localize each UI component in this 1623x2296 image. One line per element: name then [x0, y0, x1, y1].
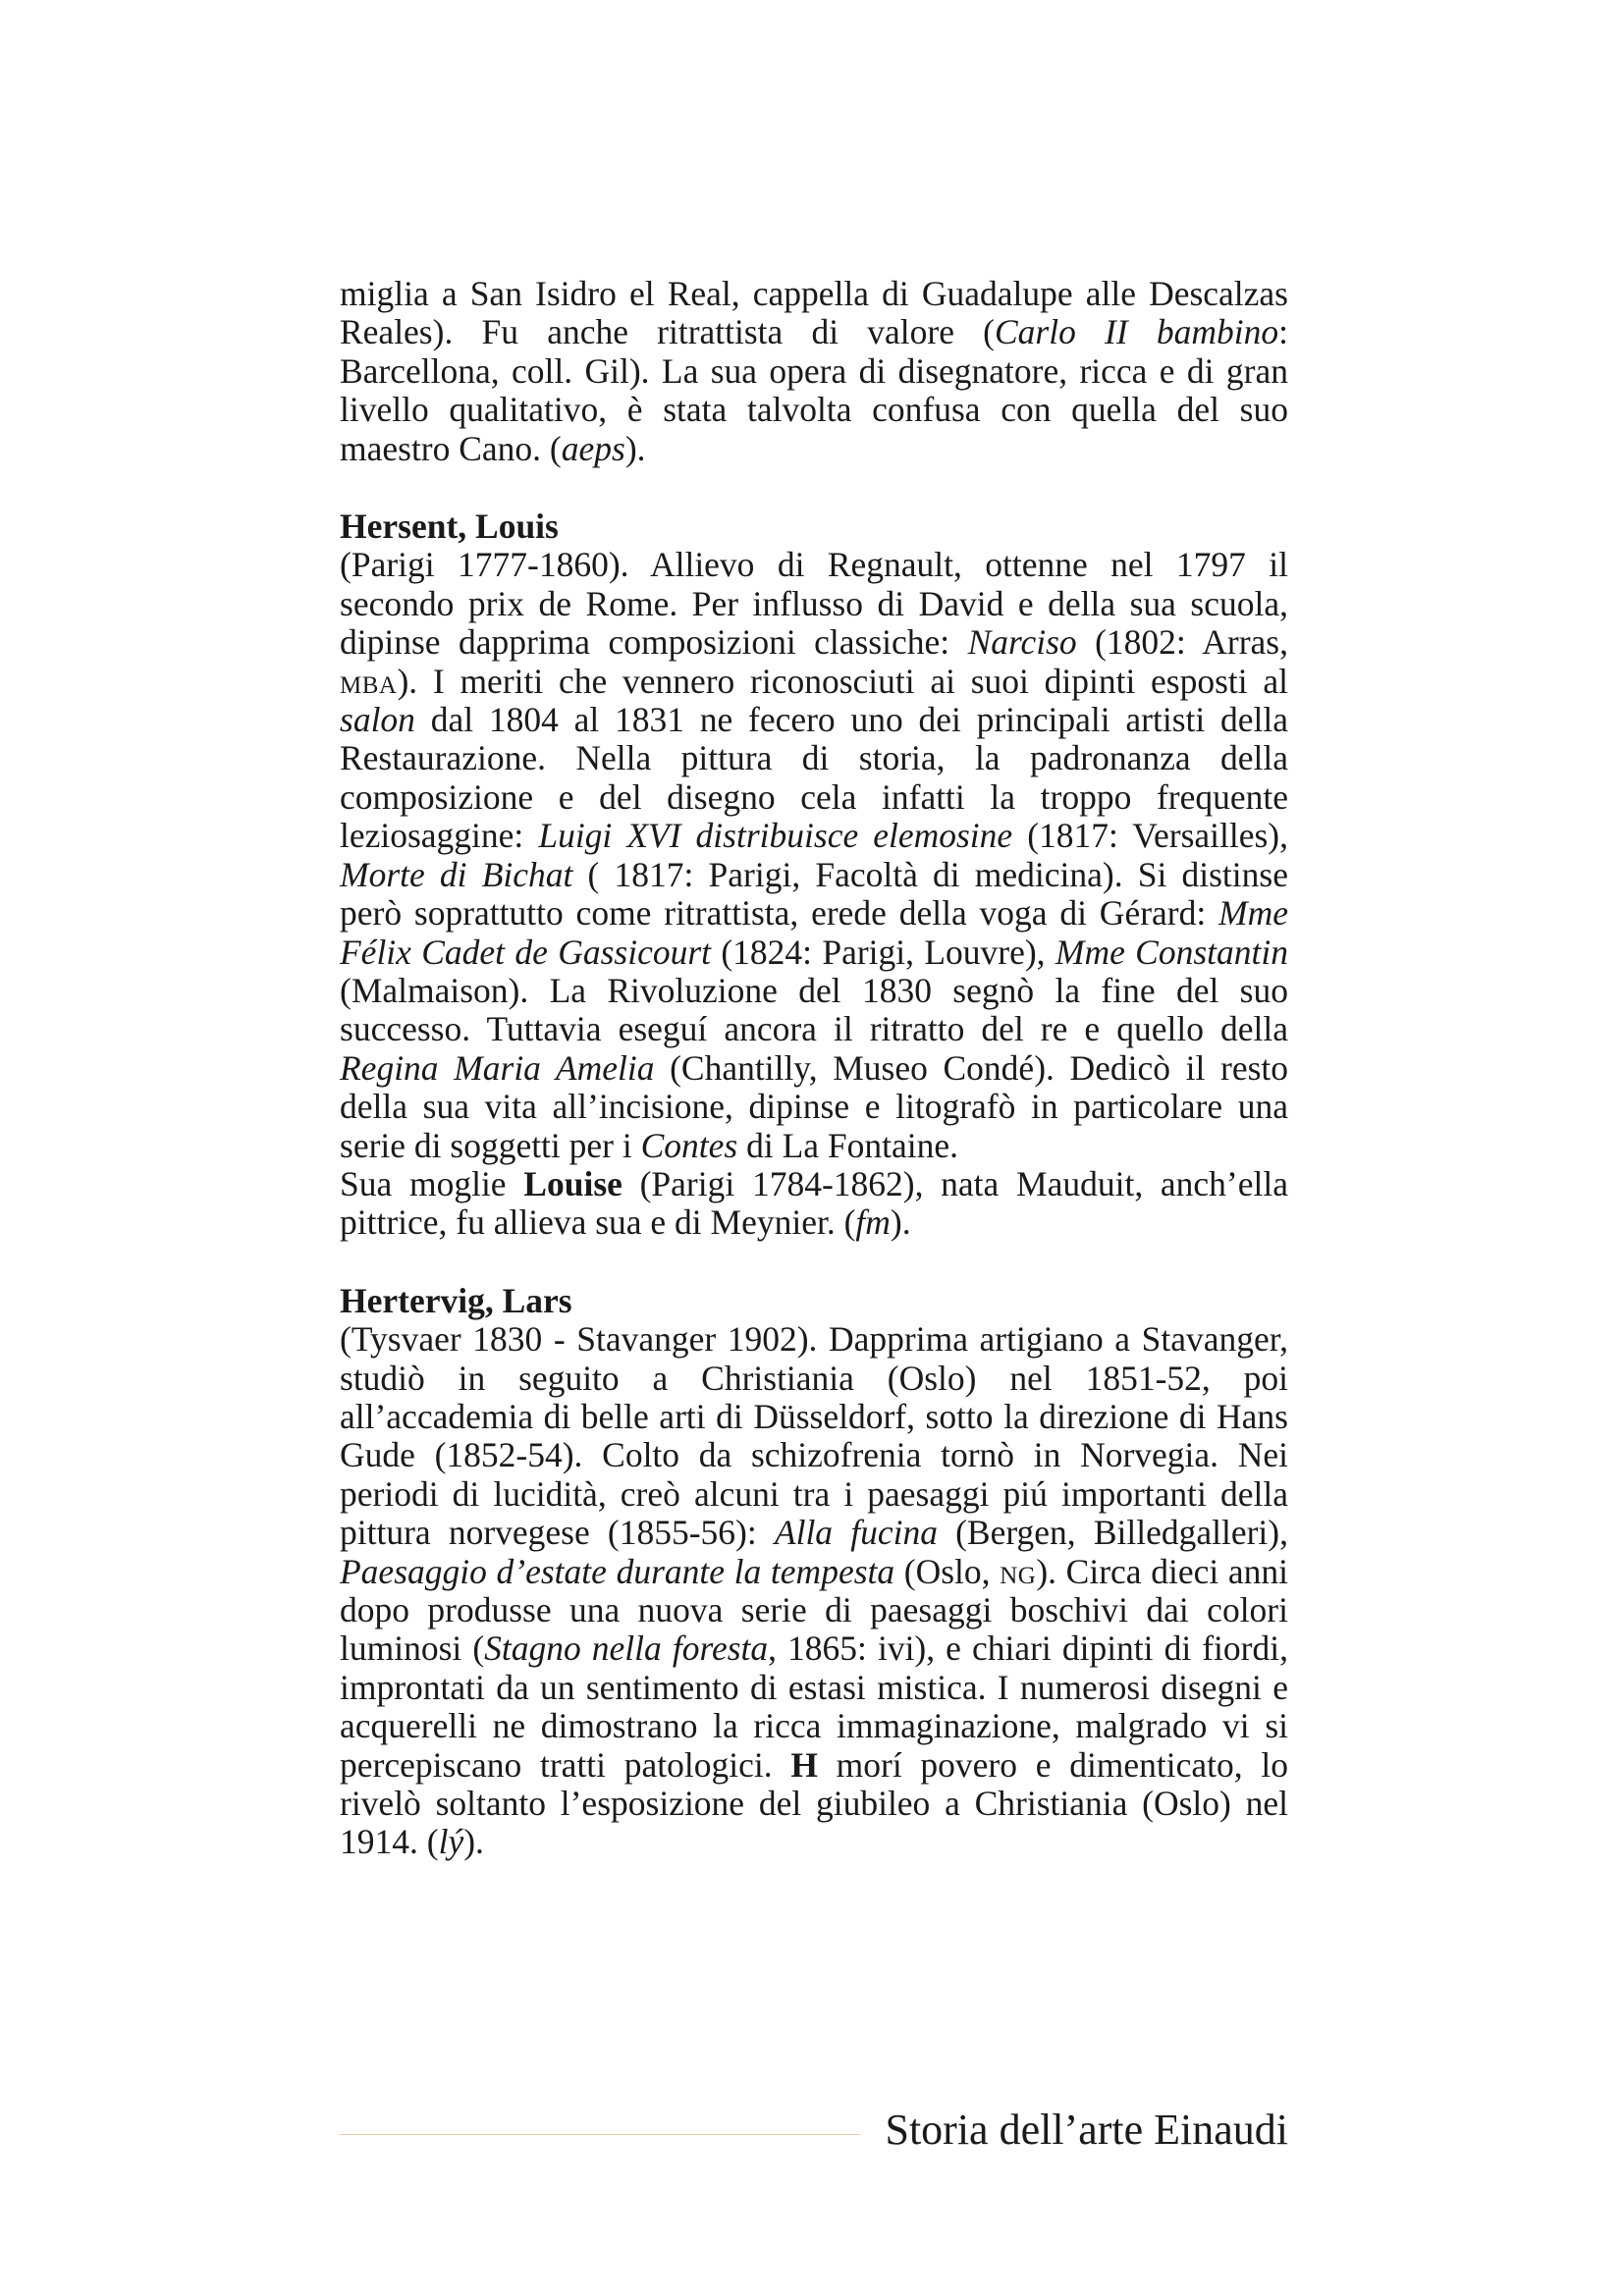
text-run: (1817: Versailles),	[1012, 816, 1288, 856]
text-run: ).	[463, 1822, 484, 1862]
text-run: dal 1804 al 1831 ne fecero uno dei principali artisti della Restaurazione. Nella pittura di storia, la padronanza della composizione e del disegno cela infatti la troppo frequente leziosaggine:	[340, 700, 1288, 856]
artwork-title: Alla fucina	[774, 1513, 938, 1553]
artwork-title: Stagno nella foresta	[484, 1629, 769, 1669]
intro-paragraph	[340, 275, 1288, 468]
artwork-title: Luigi XVI distribuisce elemosine	[538, 816, 1013, 856]
artwork-title: Mme Constantin	[1055, 932, 1288, 972]
entry-heading-hertervig: Hertervig, Lars	[340, 1280, 572, 1320]
publication-title: Storia dell’arte Einaudi	[885, 2106, 1288, 2154]
text-run: (Chantilly, Museo Condé). Dedicò il resto della sua vita all’incisione, dipinse e litografò in particolare una serie di soggetti per i	[340, 1047, 1288, 1165]
page-footer	[340, 2101, 1288, 2160]
museum-abbreviation: mba	[340, 661, 398, 701]
text-run: (1824: Parigi, Louvre),	[711, 932, 1055, 972]
text-run: , 1865: ivi), e chiari dipinti di fiordi, improntati da un sentimento di estasi mistica. I numerosi disegni e acquerelli ne dimostrano la ricca immaginazione, malgrado vi si percepiscano tratti patologici.	[340, 1629, 1288, 1785]
author-initials: aeps	[561, 428, 625, 468]
text-run: ). I meriti che vennero riconosciuti ai suoi dipinti esposti al	[397, 661, 1288, 701]
person-name: Louise	[523, 1163, 622, 1203]
text-run: (Parigi 1777-1860). Allievo di Regnault, ottenne nel 1797 il secondo prix de Rome. Per influsso di David e della sua scuola, dipinse dapprima composizioni classiche:	[340, 545, 1288, 663]
author-initials: lý	[438, 1822, 464, 1862]
text-run: (Tysvaer 1830 - Stavanger 1902). Dapprima artigiano a Stavanger, studiò in seguito a Christiania (Oslo) nel 1851-52, poi all’accademia di belle arti di Düsseldorf, sotto la direzione di Hans Gude (1852-54). Colto da schizofrenia tornò in Norvegia. Nei periodi di lucidità, creò alcuni tra i paesaggi piú importanti della pittura norvegese (1855-56):	[340, 1319, 1288, 1553]
entry-abbreviation: H	[790, 1744, 818, 1785]
entry-paragraph-hertervig	[340, 1320, 1288, 1862]
text-run: (Malmaison). La Rivoluzione del 1830 segnò la fine del suo successo. Tuttavia eseguí ancora il ritratto del re e quello della	[340, 970, 1288, 1049]
text-run: (1802: Arras,	[1076, 622, 1288, 663]
text-run: di La Fontaine.	[737, 1125, 959, 1165]
author-initials: fm	[855, 1202, 891, 1243]
artwork-title: Regina Maria Amelia	[340, 1047, 655, 1088]
entry-paragraph-hersent-wife	[340, 1165, 1288, 1243]
italic-term: salon	[340, 700, 415, 740]
footer-rule	[340, 2134, 860, 2135]
text-run: : Barcellona, coll. Gil). La sua opera di disegnatore, ricca e di gran livello qualitativo, è stata talvolta confusa con quella del suo maestro Cano. (	[340, 312, 1288, 468]
museum-abbreviation: ng	[1000, 1551, 1037, 1591]
entry-heading-hersent: Hersent, Louis	[340, 507, 559, 547]
text-run: miglia a San Isidro el Real, cappella di Guadalupe alle Descalzas Reales). Fu anche ritrattista di valore (	[340, 274, 1288, 352]
text-run: Sua moglie	[340, 1163, 524, 1203]
text-run: morí povero e dimenticato, lo rivelò soltanto l’esposizione del giubileo a Christiania (Oslo) nel 1914. (	[340, 1744, 1288, 1862]
artwork-title: Carlo II bambino	[995, 312, 1279, 352]
entry-paragraph-hersent	[340, 546, 1288, 1165]
text-run: (Bergen, Billedgalleri),	[937, 1513, 1288, 1553]
text-run: (Parigi 1784-1862), nata Mauduit, anch’ella pittrice, fu allieva sua e di Meynier. (	[340, 1163, 1288, 1243]
text-run: ).	[624, 428, 646, 468]
text-run: ). Circa dieci anni dopo produsse una nuova serie di paesaggi boschivi dai colori luminosi (	[340, 1551, 1288, 1669]
artwork-title: Paesaggio d’estate durante la tempesta	[340, 1551, 895, 1591]
artwork-title: Narciso	[967, 622, 1077, 663]
page-body	[340, 275, 1288, 1862]
artwork-title: Mme Félix Cadet de Gassicourt	[340, 893, 1288, 972]
artwork-title: Contes	[640, 1125, 738, 1165]
text-run: ( 1817: Parigi, Facoltà di medicina). Si distinse però soprattutto come ritrattista, erede della voga di Gérard:	[340, 854, 1288, 934]
text-run: ).	[890, 1202, 911, 1243]
artwork-title: Morte di Bichat	[340, 854, 573, 894]
text-run: (Oslo,	[894, 1551, 1001, 1591]
